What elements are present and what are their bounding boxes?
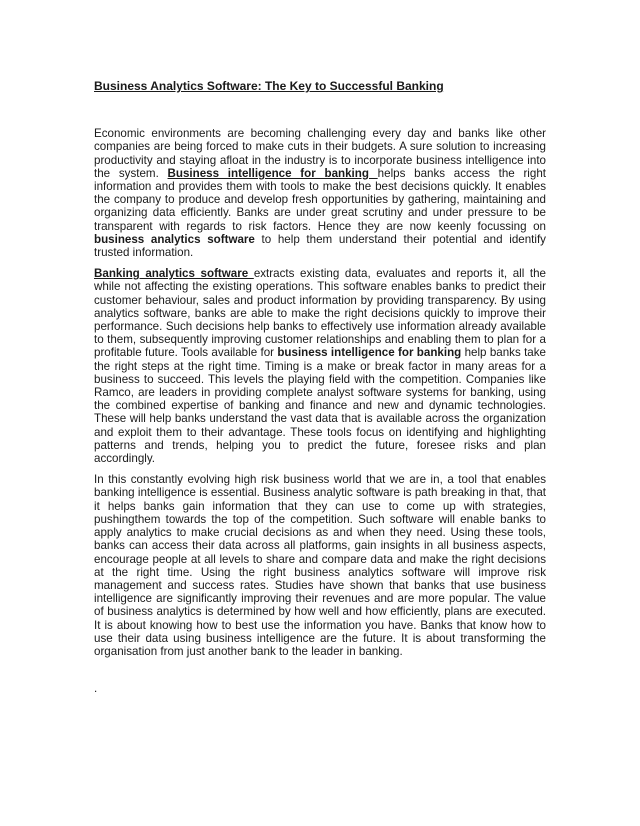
paragraph-3: In this constantly evolving high risk business world that we are in, a tool that enables banking intelligence is essential. Business analytic software is path breaking in that, that it helps banks gain information that they can use to come up with strategies, pushingthem towards the top of the competition. Such software will enable banks to apply analytics to make crucial decisions as and when they need. Using these tools, banks can access their data across all platforms, gain insights in all business aspects, encourage people at all levels to share and compare data and make the right decisions at the right time. Using the right business analytics software will improve risk management and success rates. Studies have shown that banks that use business intelligence are significantly improving their revenues and are more popular. The value of business analytics is determined by how well and how efficiently, plans are executed. It is about knowing how to best use the information you have. Banks that know how to use their data using business intelligence are the future. It is about transforming the organisation from just another bank to the leader in banking.	[94, 473, 546, 658]
business-intelligence-for-banking-bold: business intelligence for banking	[277, 346, 462, 360]
document-body	[94, 80, 546, 695]
trailing-dot: .	[94, 682, 98, 696]
document-title: Business Analytics Software: The Key to Successful Banking	[94, 79, 444, 93]
paragraph-2-text-b: help banks take the right steps at the right time. Timing is a make or break factor in many areas for a business to succeed. This levels the playing field with the competition. Companies like Ramco, are leaders in providing complete analyst software systems for banking, using the combined expertise of banking and finance and new and dynamic technologies. These will help banks understand the vast data that is available across the organization and exploit them to their advantage. These tools focus on identifying and highlighting patterns and trends, helping you to predict the future, foresee risks and plan accordingly.	[94, 346, 546, 466]
paragraph-1-text-c: to help them understand their potential and identify trusted information.	[94, 232, 546, 260]
paragraph-1-text-b: helps banks access the right information and provides them with tools to make the best decisions quickly. It enables the company to produce and develop fresh opportunities by gathering, maintaining and organizing data efficiently. Banks are under great scrutiny and under pressure to be transparent with regards to risk factors. Hence they are now keenly focussing on	[94, 166, 546, 233]
paragraph-2	[94, 267, 546, 465]
paragraph-2-text-a: extracts existing data, evaluates and reports it, all the while not affecting the existing operations. This software enables banks to predict their customer behaviour, sales and product information by providing transparency. By using analytics software, banks are able to make the right decisions quickly to improve their performance. Such decisions help banks to effectively use information already available to them, subsequently improving customer relationships and enabling them to plan for a profitable future. Tools available for	[94, 267, 547, 360]
banking-analytics-software-link[interactable]: Banking analytics software	[94, 267, 254, 281]
business-analytics-software-bold: business analytics software	[94, 232, 255, 246]
business-intelligence-for-banking-link[interactable]: Business intelligence for banking	[167, 166, 378, 180]
paragraph-1-text-a: Economic environments are becoming challenging every day and banks like other companies are being forced to make cuts in their budgets. A sure solution to increasing productivity and staying afloat in the industry is to incorporate business intelligence into the system.	[94, 127, 546, 180]
paragraph-1	[94, 127, 546, 259]
